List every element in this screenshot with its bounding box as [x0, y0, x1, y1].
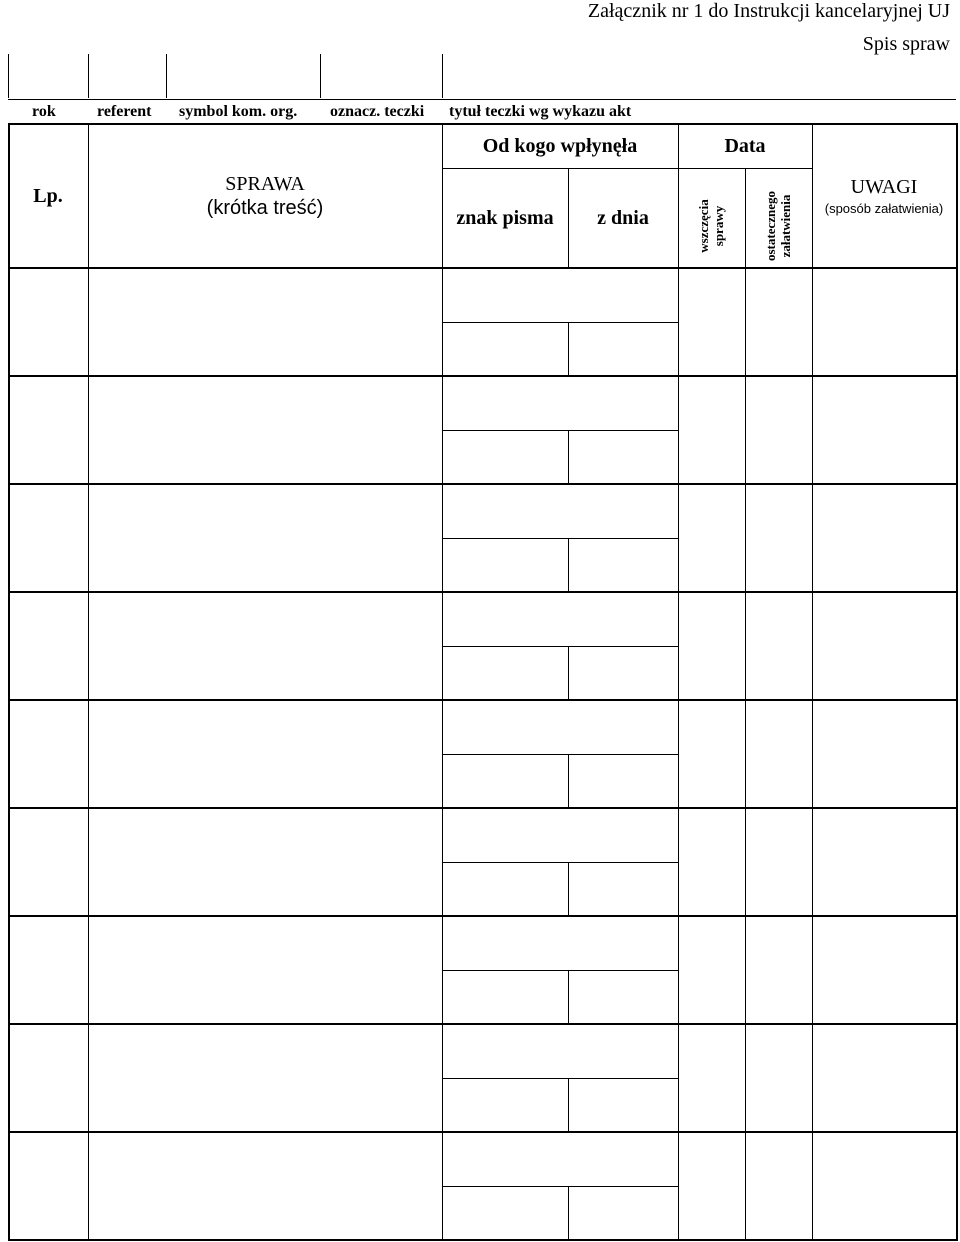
row-letter-divider — [568, 862, 569, 917]
meta-year-label: rok — [32, 103, 56, 120]
meta-unit-symbol-label: symbol kom. org. — [179, 103, 298, 120]
row-letter-divider — [568, 1078, 569, 1133]
row-bottom-border — [8, 1131, 958, 1133]
row-letter-divider — [568, 322, 569, 377]
row-subdivider — [442, 1078, 678, 1079]
header-letter-date: z dnia — [597, 207, 649, 229]
header-date-started-line1: wszczęcia — [696, 199, 711, 253]
column-divider-lp — [88, 123, 89, 1240]
meta-file-title-label: tytuł teczki wg wykazu akt — [449, 103, 632, 120]
row-subdivider — [442, 646, 678, 647]
meta-divider — [166, 54, 167, 98]
row-letter-divider — [568, 430, 569, 485]
document-title: Spis spraw — [862, 33, 950, 55]
column-divider-case — [442, 123, 443, 1240]
row-bottom-border — [8, 1023, 958, 1025]
header-date-closed-line1: ostatecznego — [763, 190, 778, 262]
row-subdivider — [442, 430, 678, 431]
meta-divider — [88, 54, 89, 98]
header-case-title: SPRAWA — [225, 173, 305, 195]
table-left-border — [8, 123, 10, 1240]
row-bottom-border — [8, 375, 958, 377]
row-bottom-border — [8, 591, 958, 593]
header-date-closed — [763, 176, 795, 276]
header-from-whom: Od kogo wpłynęła — [482, 135, 638, 157]
row-subdivider — [442, 754, 678, 755]
row-subdivider — [442, 970, 678, 971]
row-letter-divider — [568, 538, 569, 593]
row-bottom-border — [8, 807, 958, 809]
row-subdivider — [442, 322, 678, 323]
table-top-border — [8, 123, 958, 125]
meta-divider — [8, 54, 9, 98]
meta-divider — [320, 54, 321, 98]
row-letter-divider — [568, 1186, 569, 1241]
header-date-started — [696, 176, 728, 276]
row-bottom-border — [8, 699, 958, 701]
header-letter-ref: znak pisma — [456, 207, 554, 229]
meta-underline — [8, 99, 956, 100]
row-bottom-border — [8, 483, 958, 485]
header-case-subtitle: (krótka treść) — [206, 197, 324, 219]
row-subdivider — [442, 1186, 678, 1187]
header-lp: Lp. — [33, 185, 63, 207]
header-remarks: UWAGI — [850, 176, 918, 198]
column-divider-dates — [745, 168, 746, 1240]
header-bottom-border — [8, 267, 958, 269]
row-subdivider — [442, 538, 678, 539]
attachment-note: Załącznik nr 1 do Instrukcji kancelaryjnej UJ — [587, 0, 950, 22]
meta-file-mark-label: oznacz. teczki — [330, 103, 425, 120]
row-letter-divider — [568, 754, 569, 809]
row-letter-divider — [568, 646, 569, 701]
column-divider-from — [678, 123, 679, 1240]
row-letter-divider — [568, 970, 569, 1025]
header-date-started-line2: sprawy — [711, 205, 726, 247]
meta-officer-label: referent — [97, 103, 152, 120]
table-right-border — [956, 123, 958, 1240]
header-remarks-subtitle: (sposób załatwienia) — [824, 201, 944, 216]
row-subdivider — [442, 862, 678, 863]
meta-divider — [442, 54, 443, 98]
header-date-closed-line2: załatwienia — [778, 194, 793, 258]
row-bottom-border — [8, 915, 958, 917]
column-divider-remarks — [812, 123, 813, 1240]
header-subdivider — [442, 168, 812, 169]
row-bottom-border — [8, 1239, 958, 1241]
header-date-group: Data — [724, 135, 766, 157]
